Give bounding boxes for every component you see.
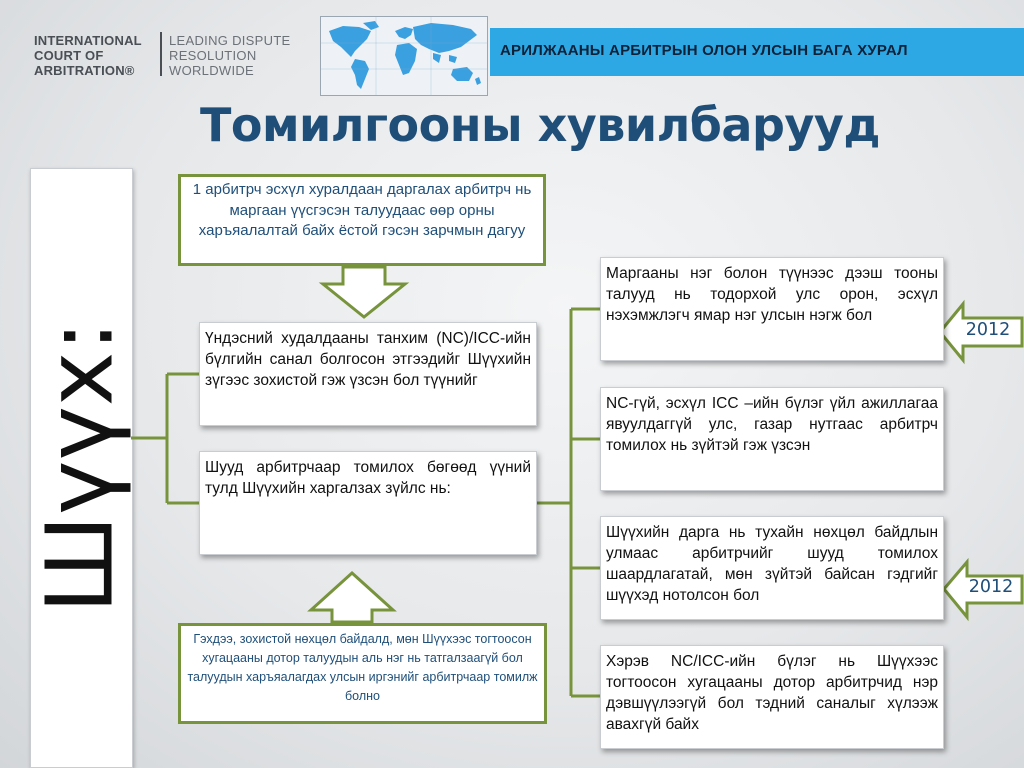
top-note-box: 1 арбитрч эсхүл хуралдаан даргалах арбитрч нь маргаан үүсгэсэн талуудаас өөр орны харъяалалтай байх ёстой гэсэн зарчмын дагуу <box>178 174 546 266</box>
right-box-condition-4: Хэрэв NC/ICC-ийн бүлэг нь Шүүхээс тогтоосон хугацааны дотор арбитрчид нэр дэвшүүлээгүй бол тэдний саналыг хүлээж авахгүй байх <box>600 645 944 749</box>
middle-box-direct-appointment: Шууд арбитрчаар томилох бөгөөд үүний тулд Шүүхийн харгалзах зүйлс нь: <box>199 451 537 555</box>
left-bracket-connector <box>131 374 199 503</box>
logo-line: COURT OF <box>34 48 104 63</box>
down-arrow-icon <box>323 267 405 317</box>
banner-title: АРИЛЖААНЫ АРБИТРЫН ОЛОН УЛСЫН БАГА ХУРАЛ <box>500 42 908 59</box>
page-title: Томилгооны хувилбарууд <box>199 98 881 152</box>
logo-line: INTERNATIONAL <box>34 33 142 48</box>
tagline-line: RESOLUTION <box>169 48 257 63</box>
right-box-condition-2: NC-гүй, эсхүл ICC –ийн бүлэг үйл ажиллагаа явуулдаггүй улс, газар нутгаас арбитрч томилох нь зүйтэй гэж үзсэн <box>600 387 944 491</box>
logo-line: ARBITRATION® <box>34 63 135 78</box>
tagline-line: LEADING DISPUTE <box>169 33 291 48</box>
bottom-note-box: Гэхдээ, зохистой нөхцөл байдалд, мөн Шүүхээс тогтоосон хугацааны дотор талуудын аль нэг нь татгалзаагүй бол талуудын харъяалагдах улсын иргэнийг арбитрчаар томилж болно <box>178 623 547 724</box>
right-box-condition-3: Шүүхийн дарга нь тухайн нөхцөл байдлын улмаас арбитрчийг шууд томилох шаардлагатай, мөн зүйтэй байсан гэдгийг шүүхэд нотолсон бол <box>600 516 944 620</box>
right-box-condition-1: Маргааны нэг болон түүнээс дээш тооны талууд нь тодорхой улс орон, эсхүл нэхэмжлэгч ямар нэг улсын нэгж бол <box>600 257 944 361</box>
up-arrow-icon <box>311 573 393 622</box>
tagline-line: WORLDWIDE <box>169 63 255 78</box>
year-label: 2012 <box>965 320 1011 340</box>
middle-box-nc-icc: Үндэсний худалдааны танхим (NC)/ICC-ийн бүлгийн санал болгосон этгээдийг Шүүхийн зүгээс зохистой гэж үзсэн бол түүнийг <box>199 322 537 426</box>
side-label: Шүүх: <box>26 320 134 614</box>
year-label: 2012 <box>968 577 1014 597</box>
